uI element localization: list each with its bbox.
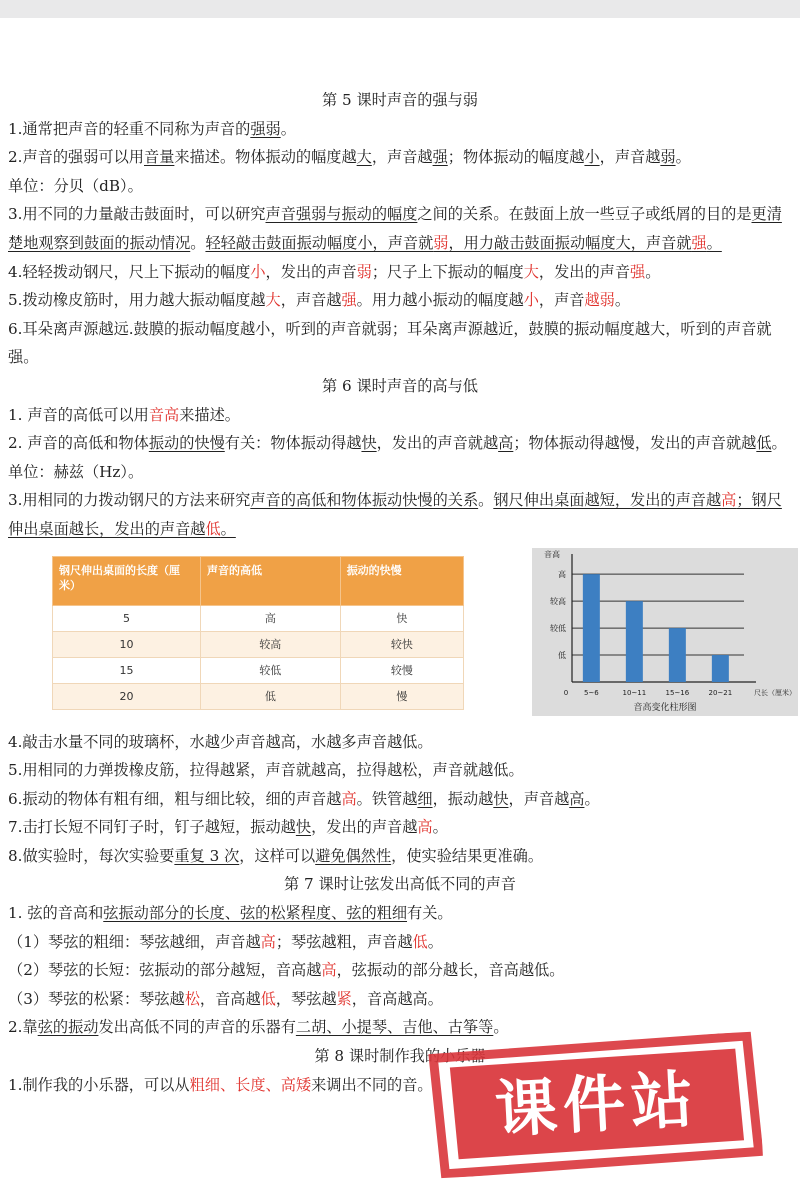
- chart-bar: [669, 628, 686, 682]
- chart-bar: [712, 655, 729, 682]
- table-cell: 10: [53, 631, 201, 657]
- lesson5-item-6: 6.耳朵离声源越远.鼓膜的振动幅度越小，听到的声音就弱；耳朵离声源越近，鼓膜的振动幅度越大，听到的声音就强。: [8, 319, 772, 367]
- lesson7-item-2: 2.靠弦的振动发出高低不同的声音的乐器有二胡、小提琴、吉他、古筝等。: [8, 1018, 509, 1037]
- table-cell: 20: [53, 683, 201, 709]
- lesson5-item-1: 1.通常把声音的轻重不同称为声音的强弱。: [8, 119, 296, 138]
- lesson5-item-4: 4.轻轻拨动钢尺，尺上下振动的幅度小，发出的声音弱；尺子上下振动的幅度大，发出的声音强。: [8, 262, 661, 281]
- lesson5-title: 第 5 课时声音的强与弱: [321, 91, 478, 109]
- table-cell: 快: [340, 605, 463, 631]
- lesson6-item-2: 2. 声音的高低和物体振动的快慢有关：物体振动得越快，发出的声音就越高；物体振动得越慢，发出的声音就越低。单位：赫兹（Hz）。: [8, 434, 787, 481]
- document-body: [8, 86, 796, 1099]
- table-row: [53, 683, 464, 709]
- lesson7-item-1c: （3）琴弦的松紧：琴弦越松，音高越低，琴弦越紧，音高越高。: [8, 989, 443, 1008]
- lesson7-item-1b: （2）琴弦的长短：弦振动的部分越短，音高越高，弦振动的部分越长，音高越低。: [8, 961, 565, 980]
- table-cell: 慢: [340, 683, 463, 709]
- lesson6-item-7: 7.击打长短不同钉子时，钉子越短，振动越快，发出的声音越高。: [8, 818, 448, 837]
- lesson6-item-4: 4.敲击水量不同的玻璃杯，水越少声音越高，水越多声音越低。: [8, 732, 433, 751]
- y-tick-label: 低: [558, 650, 566, 660]
- table-cell: 高: [200, 605, 340, 631]
- y-axis-label: 音高: [544, 549, 560, 559]
- y-tick-label: 较高: [550, 596, 566, 606]
- table-row: [53, 631, 464, 657]
- lesson7-item-1: 1. 弦的音高和弦振动部分的长度、弦的松紧程度、弦的粗细有关。: [8, 904, 453, 923]
- lesson6-title: 第 6 课时声音的高与低: [321, 376, 478, 395]
- lesson7-item-1a: （1）琴弦的粗细：琴弦越细，声音越高；琴弦越粗，声音越低。: [8, 932, 443, 951]
- lesson6-item-5: 5.用相同的力弹拨橡皮筋，拉得越紧，声音就越高，拉得越松，声音就越低。: [8, 761, 524, 780]
- table-cell: 较快: [340, 631, 463, 657]
- table-header: 振动的快慢: [340, 556, 463, 605]
- y-tick-label: 较低: [550, 623, 566, 633]
- lesson5-item-2-unit: 单位：分贝（dB）。: [8, 176, 143, 195]
- lesson7-title: 第 7 课时让弦发出高低不同的声音: [284, 875, 516, 894]
- table-cell: 15: [53, 657, 201, 683]
- lesson5-item-3: 3.用不同的力量敲击鼓面时，可以研究声音强弱与振动的幅度之间的关系。在鼓面上放一些豆子或纸屑的目的是更清楚地观察到鼓面的振动情况。轻轻敲击鼓面振动幅度小，声音就弱，用力敲击鼓面振动幅度大，声音就强。: [8, 205, 782, 252]
- lesson5-item-5: 5.拨动橡皮筋时，用力越大振动幅度越大，声音越强。用力越小振动的幅度越小，声音越弱。: [8, 291, 630, 310]
- lesson8-item-1: 1.制作我的小乐器，可以从粗细、长度、高矮来调出不同的音。: [8, 1075, 433, 1094]
- x-tick-label: 10~11: [622, 688, 647, 697]
- chart-bar: [583, 574, 600, 682]
- chart-bar: [626, 601, 643, 682]
- pitch-bar-chart: [532, 548, 798, 716]
- table-header: 声音的高低: [200, 556, 340, 605]
- x-tick-label: 15~16: [665, 688, 690, 697]
- lesson6-item-8: 8.做实验时，每次实验要重复 3 次，这样可以避免偶然性，使实验结果更准确。: [8, 846, 544, 865]
- table-cell: 较慢: [340, 657, 463, 683]
- lesson8-title: 第 8 课时制作我的小乐器: [314, 1047, 486, 1066]
- lesson6-item-3: 3.用相同的力拨动钢尺的方法来研究声音的高低和物体振动快慢的关系。钢尺伸出桌面越短，发出的声音越高；钢尺伸出桌面越长，发出的声音越低。: [8, 491, 782, 538]
- chart-svg: [532, 548, 798, 716]
- figure-row: [8, 548, 796, 726]
- table-cell: 较高: [200, 631, 340, 657]
- top-bar: [0, 0, 800, 18]
- table-row: [53, 657, 464, 683]
- pitch-table: [52, 556, 464, 710]
- lesson6-item-6: 6.振动的物体有粗有细，粗与细比较，细的声音越高。铁管越细，振动越快，声音越高。: [8, 789, 600, 808]
- table-cell: 低: [200, 683, 340, 709]
- table-cell: 较低: [200, 657, 340, 683]
- origin-label: 0: [563, 688, 569, 697]
- x-axis-label: 尺长（厘米）: [754, 688, 796, 697]
- x-tick-label: 5~6: [583, 688, 599, 697]
- chart-title: 音高变化柱形图: [633, 702, 697, 713]
- watermark-stamp: [427, 1031, 763, 1178]
- lesson5-item-2: 2.声音的强弱可以用音量来描述。物体振动的幅度越大，声音越强；物体振动的幅度越小，声音越弱。: [8, 148, 691, 167]
- stamp-text: 课件站: [493, 1062, 701, 1147]
- table-row: [53, 605, 464, 631]
- stamp-svg: [427, 1031, 763, 1178]
- x-tick-label: 20~21: [708, 688, 733, 697]
- table-header-row: [53, 556, 464, 605]
- table-cell: 5: [53, 605, 201, 631]
- y-tick-label: 高: [558, 569, 566, 579]
- table-header: 钢尺伸出桌面的长度（厘米）: [53, 556, 201, 605]
- lesson6-item-1: 1. 声音的高低可以用音高来描述。: [8, 405, 240, 424]
